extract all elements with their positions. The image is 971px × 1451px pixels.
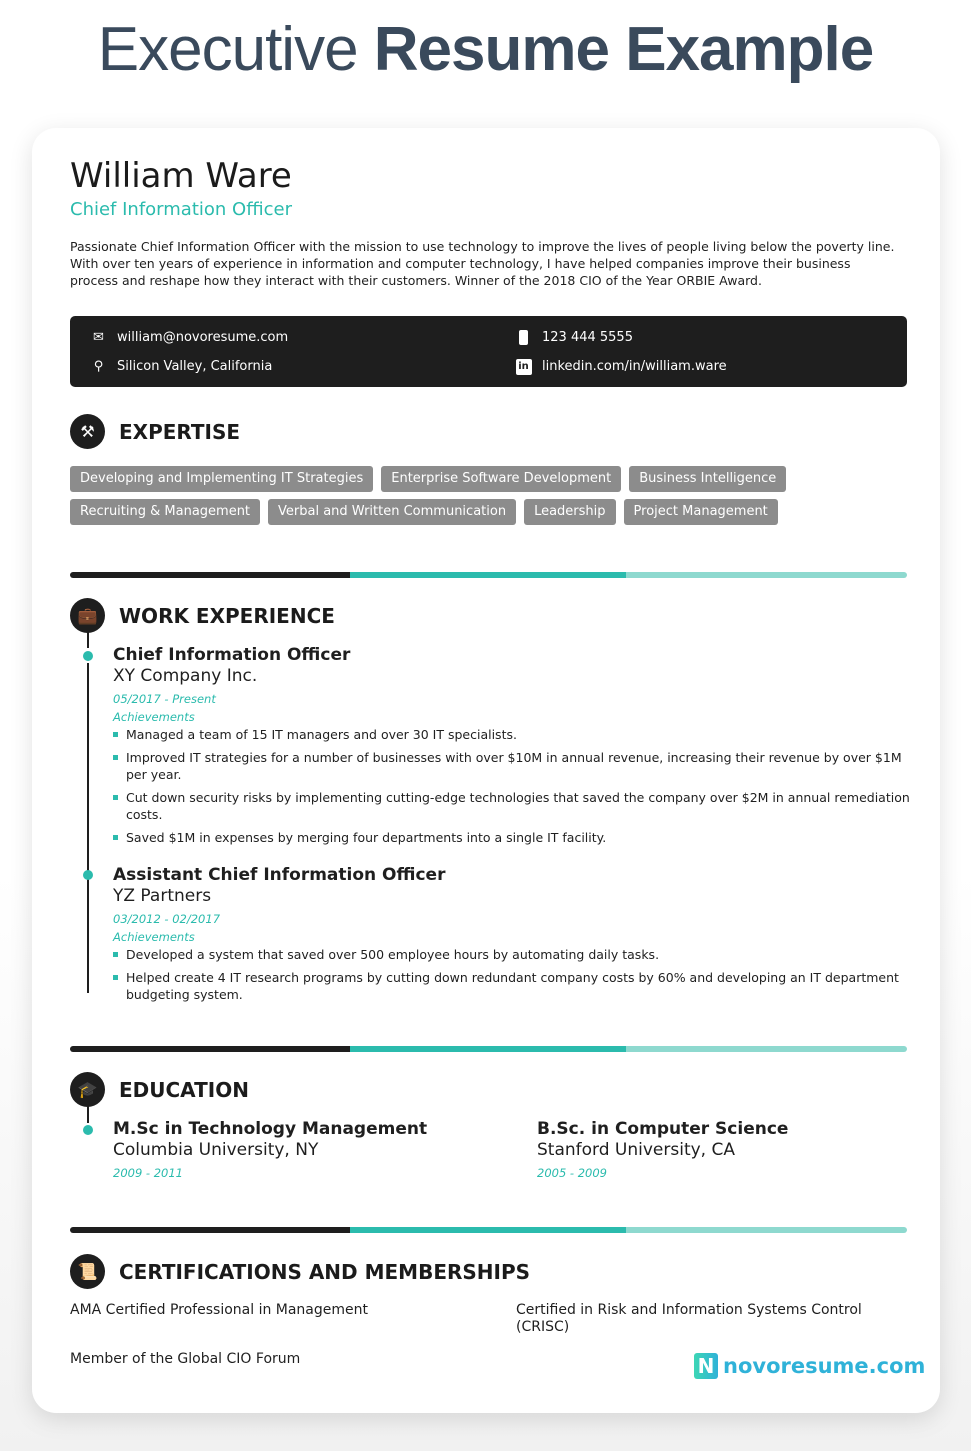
education-entry: B.Sc. in Computer Science Stanford University, CA 2005 - 2009 [537,1119,789,1180]
expertise-heading: ⚒ EXPERTISE [70,414,240,449]
novoresume-n-icon: N [694,1353,718,1379]
section-divider [70,1046,907,1052]
certificate-icon: 📜 [70,1254,105,1289]
contact-phone: 123 444 5555 [515,329,633,346]
timeline-dot [83,870,93,880]
skill-tag: Developing and Implementing IT Strategies [70,466,373,492]
expertise-tags [70,466,910,525]
education-entry: M.Sc in Technology Management Columbia University, NY 2009 - 2011 [113,1119,428,1180]
skill-tag: Business Intelligence [629,466,786,492]
skill-tag: Verbal and Written Communication [268,499,516,525]
contact-location: ⚲ Silicon Valley, California [90,358,272,375]
resume-card [32,128,940,1413]
map-pin-icon: ⚲ [93,359,104,374]
section-divider [70,1227,907,1233]
job-entry: Assistant Chief Information Officer YZ Partners 03/2012 - 02/2017 Achievements Developed a system that saved over 500 employee hours by automating daily tasks. Helped create 4 IT research programs by cutting down redundant company costs by 60% and developing an IT department budgeting system. [113,865,913,1009]
resume-role: Chief Information Officer [70,199,292,220]
envelope-icon: ✉ [93,330,104,345]
summary: Passionate Chief Information Officer with the mission to use technology to improve the lives of people living below the poverty line. With over ten years of experience in information and computer technology, I have helped companies improve their business process and reshape how they interact with their customers. Winner of the 2018 CIO of the Year ORBIE Award. [70,239,895,288]
education-heading: 🎓 EDUCATION [70,1072,249,1107]
contact-email [90,329,288,346]
contact-bar [70,316,907,387]
work-heading: 💼 WORK EXPERIENCE [70,598,335,633]
timeline-line [87,628,89,648]
phone-icon [515,329,532,346]
skill-tag: Leadership [524,499,615,525]
timeline-line [87,1103,89,1123]
contact-linkedin [515,358,727,375]
cert-item: Member of the Global CIO Forum [70,1351,301,1367]
achievement-item: Managed a team of 15 IT managers and over 30 IT specialists. [113,726,913,743]
achievement-item: Helped create 4 IT research programs by cutting down redundant company costs by 60% and developing an IT department budgeting system. [113,969,913,1003]
resume-name: William Ware [70,156,292,196]
page-title: Executive Resume Example [97,15,874,84]
skill-tag: Recruiting & Management [70,499,260,525]
achievement-item: Cut down security risks by implementing cutting-edge technologies that saved the company over $2M in annual remediation costs. [113,789,913,823]
skill-tag: Enterprise Software Development [381,466,621,492]
skill-tag: Project Management [624,499,778,525]
certifications-heading: 📜 CERTIFICATIONS AND MEMBERSHIPS [70,1254,530,1289]
section-divider [70,572,907,578]
linkedin-link[interactable]: linkedin.com/in/william.ware [542,359,727,374]
timeline-line [87,663,89,993]
email-link[interactable]: william@novoresume.com [117,330,289,345]
briefcase-icon: 💼 [70,598,105,633]
cert-item: Certified in Risk and Information Systems Control (CRISC) [516,1302,862,1335]
cert-item: AMA Certified Professional in Management [70,1302,368,1318]
job-entry: Chief Information Officer XY Company Inc. 05/2017 - Present Achievements Managed a team of 15 IT managers and over 30 IT specialists. Improved IT strategies for a number of businesses with over $10M in annual revenue, increasing their revenue by over $1M per year. Cut down security risks by implementing cutting-edge technologies that saved the company over $2M in annual remediation costs. Saved $1M in expenses by merging four departments into a single IT facility. [113,645,913,852]
tools-icon: ⚒ [70,414,105,449]
linkedin-icon: in [515,358,532,375]
novoresume-logo: N novoresume.com [694,1353,925,1379]
achievement-item: Saved $1M in expenses by merging four departments into a single IT facility. [113,829,913,846]
achievement-item: Developed a system that saved over 500 employee hours by automating daily tasks. [113,946,913,963]
achievement-item: Improved IT strategies for a number of businesses with over $10M in annual revenue, increasing their revenue by over $1M per year. [113,749,913,783]
timeline-dot [83,1125,93,1135]
graduation-cap-icon: 🎓 [70,1072,105,1107]
timeline-dot [83,651,93,661]
